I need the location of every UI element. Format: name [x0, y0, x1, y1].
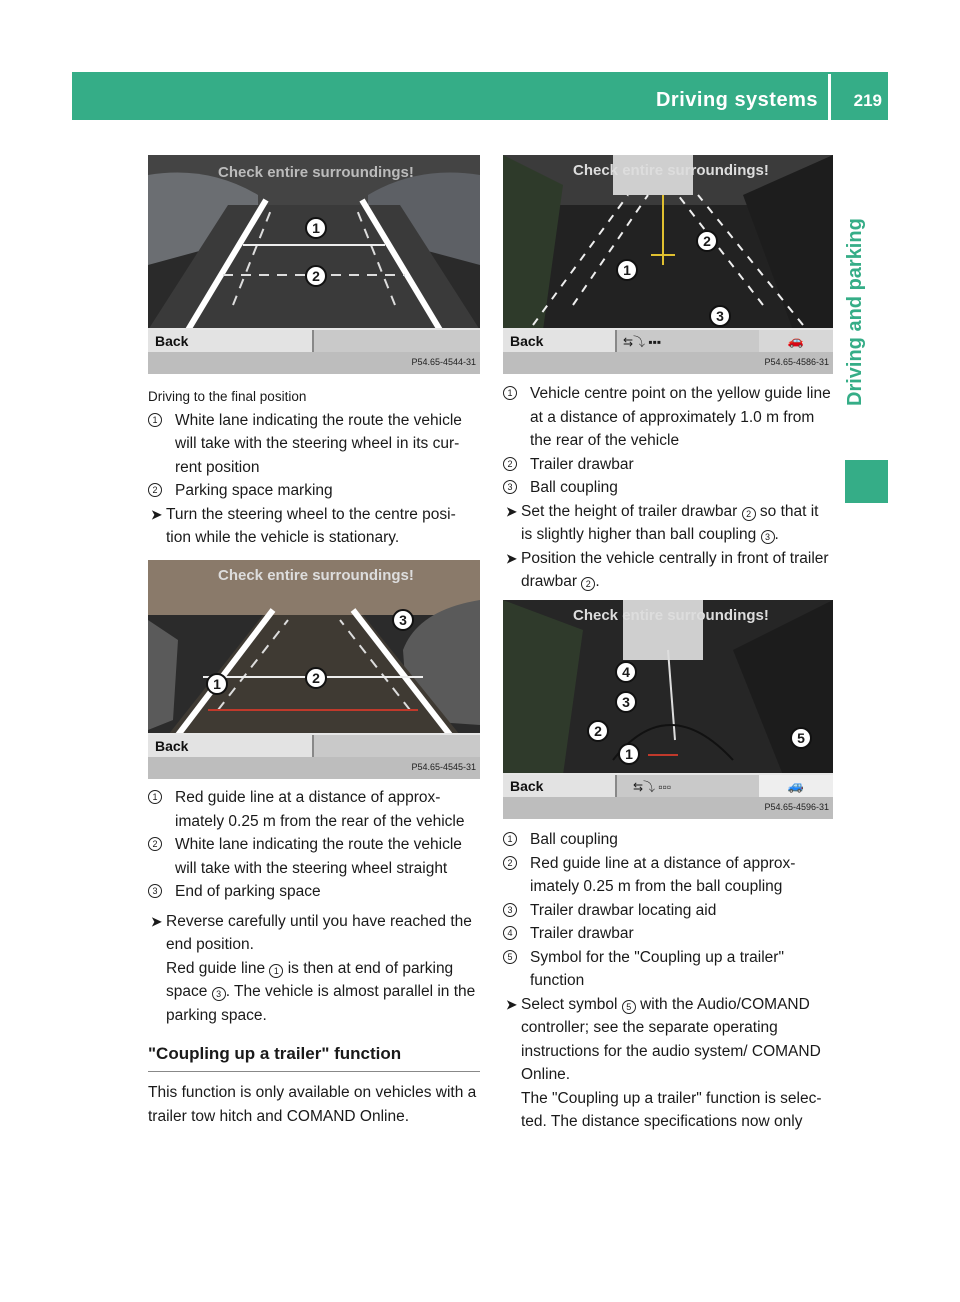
callout-mark: 2 — [581, 577, 595, 591]
callout-mark: 4 — [503, 926, 517, 940]
col2-text-b — [503, 828, 835, 1134]
side-tab — [844, 218, 904, 406]
callout-mark: 3 — [761, 530, 775, 544]
list-item — [148, 786, 480, 833]
list-item-text: Red guide line at a distance of approx-imately 0.25 m from the ball coupling — [530, 854, 796, 895]
col2-text-a — [503, 382, 833, 594]
instruction-text: Turn the steering wheel to the centre posi-tion while the vehicle is stationary. — [166, 505, 456, 546]
instruction-text: so that it is slightly higher than ball coupling — [521, 502, 819, 543]
list-item — [503, 476, 833, 500]
warning-text: Check entire surroundings! — [218, 164, 414, 181]
camera-view — [503, 600, 833, 775]
header-divider — [828, 74, 831, 120]
list-item-text: Parking space marking — [175, 482, 333, 499]
list-item — [148, 833, 480, 880]
screen-bar — [148, 733, 480, 757]
callout-mark: 3 — [148, 884, 162, 898]
side-tab-block — [845, 460, 888, 503]
list-item — [503, 828, 835, 852]
callout-3: 3 — [709, 305, 731, 327]
callout-2: 2 — [587, 720, 609, 742]
figure-code: P54.65-4544-31 — [411, 357, 476, 367]
list-item — [503, 922, 835, 946]
section-divider — [148, 1071, 480, 1072]
screen-bar — [148, 328, 480, 352]
figure-code-bar — [503, 352, 833, 374]
callout-mark: 5 — [503, 950, 517, 964]
figure-code: P54.65-4596-31 — [764, 802, 829, 812]
section-side-title: Driving and parking — [844, 218, 866, 406]
instruction-text: Red guide line — [166, 959, 266, 977]
instruction-text: . — [595, 573, 600, 590]
section-heading: "Coupling up a trailer" function — [148, 1044, 402, 1063]
arrow-icon: ➤ — [506, 996, 517, 1012]
figure-ball-coupling — [503, 600, 833, 820]
arrow-icon: ➤ — [151, 913, 162, 929]
list-item — [148, 409, 480, 480]
figure-code: P54.65-4545-31 — [411, 762, 476, 772]
callout-2: 2 — [305, 265, 327, 287]
figure-final-position — [148, 155, 480, 375]
callout-mark: 1 — [148, 790, 162, 804]
instruction-text: The "Coupling up a trailer" function is selec-ted. The distance specifications now only — [521, 1089, 822, 1130]
arrow-icon: ➤ — [506, 503, 517, 519]
callout-mark: 2 — [742, 507, 756, 521]
arrow-icon: ➤ — [151, 506, 162, 522]
callout-1: 1 — [206, 673, 228, 695]
callout-mark: 1 — [269, 964, 283, 978]
back-button[interactable]: Back — [503, 330, 617, 352]
col1-text-a — [148, 385, 480, 550]
callout-mark: 1 — [503, 832, 517, 846]
instruction-step — [148, 503, 480, 550]
instruction-step — [148, 910, 480, 1028]
callout-2: 2 — [305, 667, 327, 689]
callout-mark: 3 — [212, 987, 226, 1001]
callout-5: 5 — [790, 727, 812, 749]
list-item — [148, 880, 480, 904]
instruction-text: is then at end of parking space — [166, 959, 454, 1000]
instruction-text: Select symbol — [521, 995, 618, 1013]
instruction-text: Set the height of trailer drawbar — [521, 502, 738, 520]
trailer-guide-icon[interactable]: ⇆⤵ ▫▫▫ — [633, 780, 672, 794]
callout-mark: 5 — [622, 1000, 636, 1014]
callout-4: 4 — [615, 661, 637, 683]
callout-3: 3 — [615, 691, 637, 713]
list-item-text: Ball coupling — [530, 479, 618, 496]
list-item-text: White lane indicating the route the vehicle will take with the steering wheel in its cur-rent position — [175, 411, 462, 476]
list-item-text: Ball coupling — [530, 831, 618, 848]
list-item — [148, 479, 480, 503]
coupling-symbol-icon[interactable]: 🚗 — [759, 330, 833, 352]
callout-mark: 3 — [503, 903, 517, 917]
instruction-text: . — [774, 526, 779, 543]
camera-view — [503, 155, 833, 330]
figure-code-bar — [148, 352, 480, 374]
list-item-text: Vehicle centre point on the yellow guide line at a distance of approximately 1.0 m from the rear of the vehicle — [530, 385, 831, 449]
instruction-step — [503, 547, 833, 594]
figure-code-bar — [503, 797, 833, 819]
coupling-symbol-icon[interactable]: 🚙 — [759, 775, 833, 797]
list-item-text: Symbol for the "Coupling up a trailer" function — [530, 948, 784, 989]
callout-mark: 1 — [503, 386, 517, 400]
list-item-text: End of parking space — [175, 883, 321, 900]
instruction-text: Position the vehicle centrally in front of trailer drawbar — [521, 549, 829, 590]
list-item-text: Trailer drawbar — [530, 455, 634, 473]
callout-1: 1 — [305, 217, 327, 239]
back-button[interactable]: Back — [148, 330, 314, 352]
instruction-text: . The vehicle is almost parallel in the parking space. — [166, 983, 476, 1024]
list-item-text: Red guide line at a distance of approx-imately 0.25 m from the rear of the vehicle — [175, 789, 465, 830]
header-bar — [72, 72, 888, 120]
instruction-text: Reverse carefully until you have reached the end position. — [166, 912, 472, 953]
list-item — [503, 899, 835, 923]
instruction-step — [503, 500, 833, 547]
list-item — [503, 852, 835, 899]
list-item — [503, 946, 835, 993]
list-item — [503, 453, 833, 477]
callout-1: 1 — [618, 743, 640, 765]
callout-3: 3 — [392, 609, 414, 631]
callout-mark: 2 — [148, 483, 162, 497]
callout-1: 1 — [616, 259, 638, 281]
arrow-icon: ➤ — [506, 550, 517, 566]
list-item-text: Trailer drawbar — [530, 925, 634, 942]
figure-caption: Driving to the final position — [148, 389, 307, 404]
trailer-guide-icon[interactable]: ⇆⤵ ▪▪▪ — [623, 335, 662, 349]
col1-text-b — [148, 786, 480, 1027]
callout-2: 2 — [696, 230, 718, 252]
figure-parking-space — [148, 560, 480, 780]
warning-text: Check entire surroundings! — [218, 567, 414, 584]
callout-mark: 2 — [148, 837, 162, 851]
chapter-title: Driving systems — [655, 89, 818, 111]
callout-mark: 2 — [503, 856, 517, 870]
instruction-text: with the Audio/COMAND controller; see the separate operating instructions for the audio system/ COMAND Online. — [521, 995, 821, 1083]
list-item-text: White lane indicating the route the vehicle will take with the steering wheel straight — [175, 836, 462, 877]
back-button[interactable]: Back — [148, 735, 314, 757]
list-item — [503, 382, 833, 453]
warning-text: Check entire surroundings! — [573, 162, 769, 179]
warning-text: Check entire surroundings! — [573, 607, 769, 624]
screen-bar — [503, 773, 833, 797]
figure-trailer-approach — [503, 155, 833, 375]
camera-view — [148, 155, 480, 330]
list-item-text: Trailer drawbar locating aid — [530, 901, 717, 919]
callout-mark: 2 — [503, 457, 517, 471]
page-number: 219 — [853, 91, 882, 110]
section-body: This function is only available on vehicles with a trailer tow hitch and COMAND Online. — [148, 1084, 477, 1125]
figure-code: P54.65-4586-31 — [764, 357, 829, 367]
camera-view — [148, 560, 480, 735]
callout-mark: 3 — [503, 480, 517, 494]
callout-mark: 1 — [148, 413, 162, 427]
instruction-step — [503, 993, 835, 1134]
screen-bar — [503, 328, 833, 352]
back-button[interactable]: Back — [503, 775, 617, 797]
figure-code-bar — [148, 757, 480, 779]
